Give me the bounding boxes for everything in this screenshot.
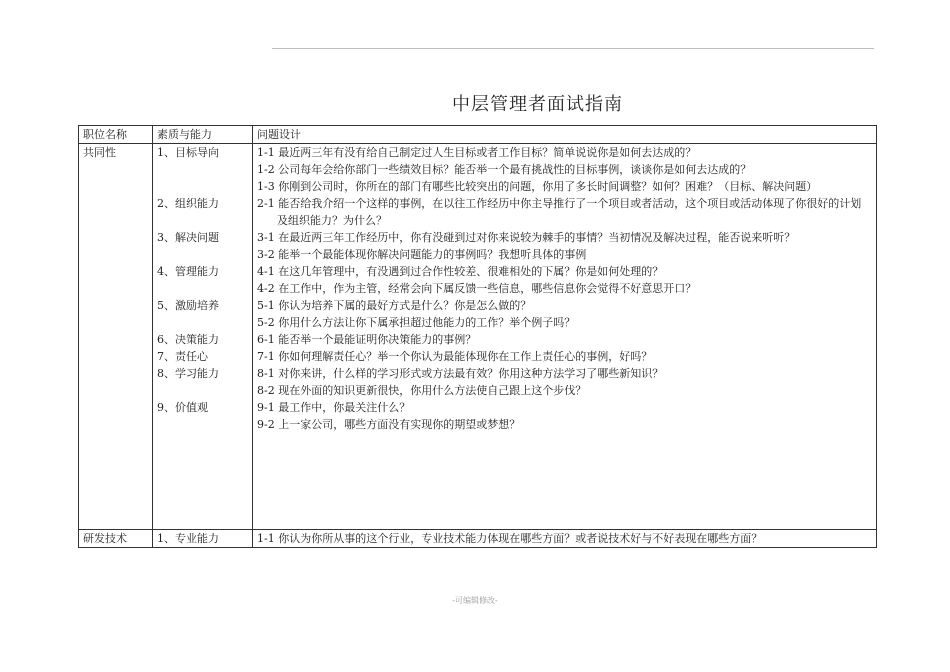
competency-item: 5、激励培养: [157, 299, 219, 312]
competency-item: 3、解决问题: [157, 231, 219, 244]
question-list: [257, 144, 872, 433]
question-item: 1-1 最近两三年有没有给自己制定过人生目标或者工作目标？简单说说你是如何去达成的？: [257, 146, 697, 159]
competency-list: [157, 144, 248, 433]
competency-cell: 1、专业能力: [153, 530, 253, 548]
interview-guide-table: [78, 125, 877, 548]
question-item: 1-3 你刚到公司时，你所在的部门有哪些比较突出的问题，你用了多长时间调整？如何？困难？（目标、解决问题）: [257, 180, 818, 193]
header-rule: [272, 48, 874, 49]
question-item: 6-1 能否举一个最能证明你决策能力的事例？: [257, 333, 477, 346]
header-competency: 素质与能力: [153, 126, 253, 144]
competency-item: 9、价值观: [157, 401, 208, 414]
question-item: 3-1 在最近两三年工作经历中，你有没碰到过对你来说较为棘手的事情？当初情况及解决过程，能否说来听听？: [257, 231, 796, 244]
role-cell: 共同性: [79, 144, 153, 530]
page-footer: -可编辑修改-: [452, 596, 498, 605]
competency-item: 2、组织能力: [157, 197, 219, 210]
question-item: 4-1 在这几年管理中，有没遇到过合作性较差、很难相处的下属？你是如何处理的？: [257, 265, 664, 278]
competency-item: 7、责任心: [157, 350, 208, 363]
header-questions: 问题设计: [253, 126, 877, 144]
question-item: 9-1 最工作中，你最关注什么？: [257, 401, 411, 414]
competency-cell: [153, 144, 253, 530]
competency-item: 1、目标导向: [157, 146, 219, 159]
page-title: 中层管理者面试指南: [452, 94, 623, 115]
question-item: 5-1 你认为培养下属的最好方式是什么？你是怎么做的？: [257, 299, 532, 312]
question-item: 1-2 公司每年会给你部门一些绩效目标？能否举一个最有挑战性的目标事例，谈谈你是如何去达成的？: [257, 163, 752, 176]
question-item: 9-2 上一家公司，哪些方面没有实现你的期望或梦想？: [257, 418, 521, 431]
question-item: 5-2 你用什么方法让你下属承担超过他能力的工作？举个例子吗？: [257, 316, 576, 329]
question-cell: 1-1 你认为你所从事的这个行业，专业技术能力体现在哪些方面？或者说技术好与不好表现在哪些方面？: [253, 530, 877, 548]
competency-item: 6、决策能力: [157, 333, 219, 346]
question-item: 4-2 在工作中，作为主管，经常会向下属反馈一些信息，哪些信息你会觉得不好意思开口？: [257, 282, 697, 295]
competency-item: 4、管理能力: [157, 265, 219, 278]
competency-item: 8、学习能力: [157, 367, 219, 380]
question-item: 3-2 能举一个最能体现你解决问题能力的事例吗？我想听具体的事例: [257, 248, 587, 261]
question-item: 8-1 对你来讲，什么样的学习形式或方法最有效？你用这种方法学习了哪些新知识？: [257, 367, 664, 380]
header-position: 职位名称: [79, 126, 153, 144]
questions-cell: [253, 144, 877, 530]
table-header-row: [79, 126, 877, 144]
table-row-rd: [79, 530, 877, 548]
table-row-common: [79, 144, 877, 530]
question-item: 8-2 现在外面的知识更新很快，你用什么方法使自己跟上这个步伐？: [257, 384, 587, 397]
role-cell: 研发技术: [79, 530, 153, 548]
question-item: 7-1 你如何理解责任心？举一个你认为最能体现你在工作上责任心的事例，好吗？: [257, 350, 653, 363]
question-item: 2-1 能否给我介绍一个这样的事例，在以往工作经历中你主导推行了一个项目或者活动，这个项目或活动体现了你很好的计划及组织能力？为什么？: [257, 197, 862, 227]
